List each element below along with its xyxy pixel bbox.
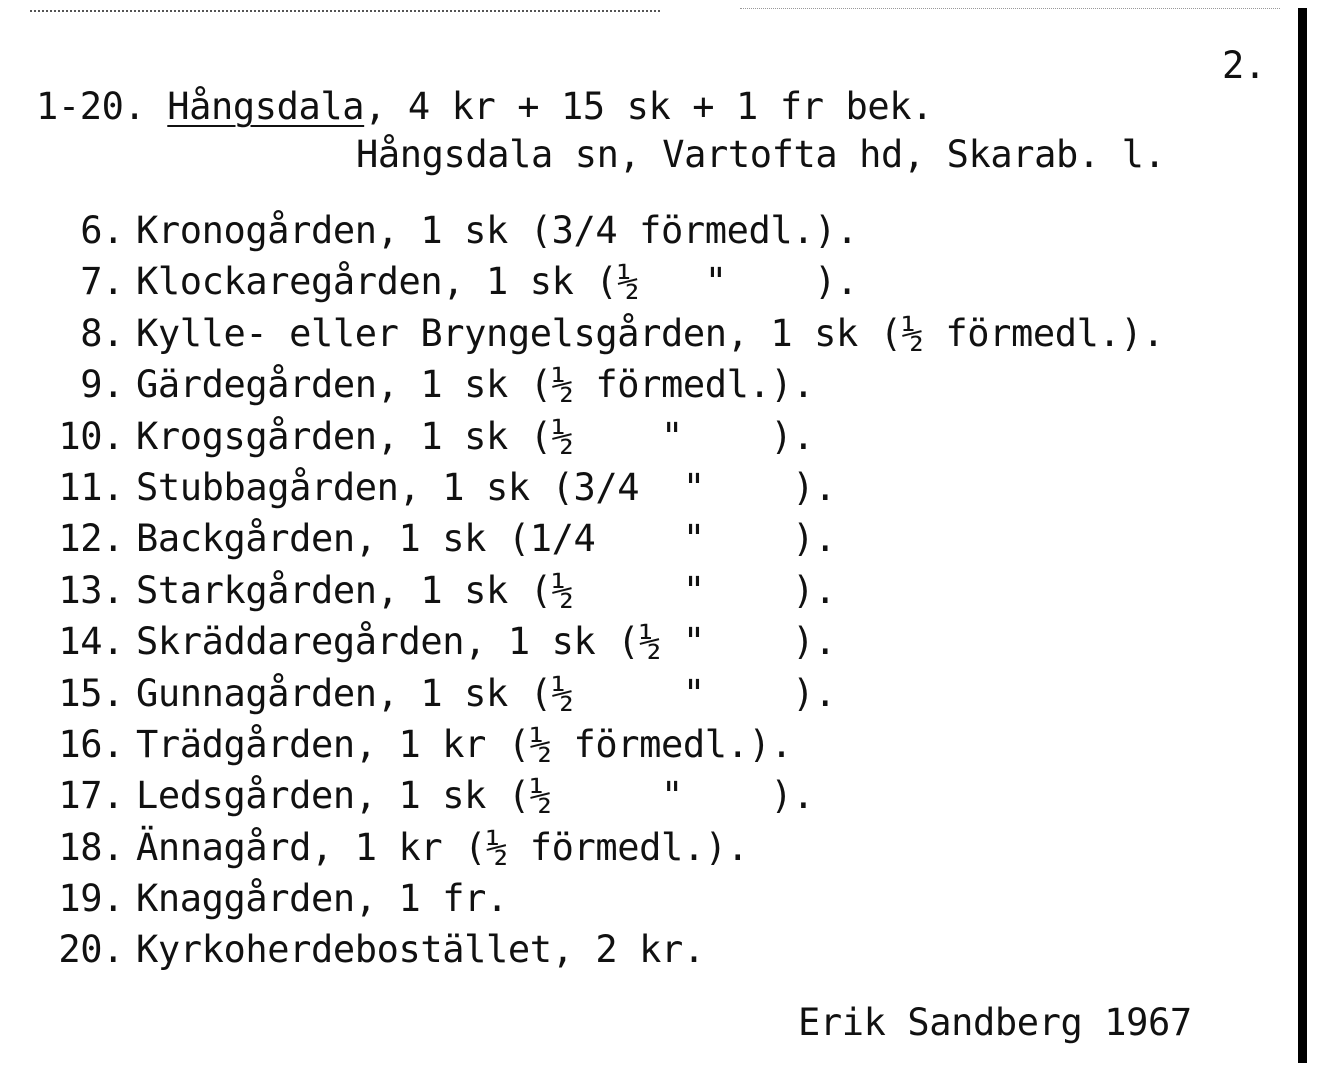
location-line: Hångsdala sn, Vartofta hd, Skarab. l. xyxy=(356,133,1166,176)
header-assessment: , 4 kr + 15 sk + 1 fr bek. xyxy=(364,85,933,128)
entry-text: Trädgården, 1 kr (½ förmedl.). xyxy=(136,722,793,766)
entry-text: Kyrkoherdebostället, 2 kr. xyxy=(136,928,705,972)
entry-text: Klockaregården, 1 sk (½ " ). xyxy=(136,260,858,304)
entry-number: 18. xyxy=(58,825,124,869)
list-item xyxy=(36,568,1164,623)
entry-text: Gunnagården, 1 sk (½ " ). xyxy=(136,671,837,715)
entry-number: 6. xyxy=(80,209,124,252)
entry-text: Ännagård, 1 kr (½ förmedl.). xyxy=(136,825,749,869)
entry-text: Starkgården, 1 sk (½ " ). xyxy=(136,568,837,612)
list-item xyxy=(36,928,1164,982)
entry-text: Gärdegården, 1 sk (½ förmedl.). xyxy=(136,363,815,407)
list-item xyxy=(36,465,1164,520)
entry-text: Ledsgården, 1 sk (½ " ). xyxy=(136,774,815,818)
top-faint-rule xyxy=(740,8,1280,9)
entry-number: 11. xyxy=(58,465,124,509)
entry-text: Stubbagården, 1 sk (3/4 " ). xyxy=(136,465,837,509)
card-right-edge xyxy=(1298,8,1307,1063)
list-item xyxy=(36,825,1164,880)
entry-number: 7. xyxy=(80,260,124,304)
entry-number: 17. xyxy=(58,774,124,818)
entry-text: Krogsgården, 1 sk (½ " ). xyxy=(136,414,815,458)
entry-text: Knaggården, 1 fr. xyxy=(136,877,508,921)
entry-number: 16. xyxy=(58,722,124,766)
list-item xyxy=(36,414,1164,469)
entry-text: Kronogården, 1 sk (3/4 förmedl.). xyxy=(136,209,858,252)
entry-number: 13. xyxy=(58,568,124,612)
list-item xyxy=(36,311,1165,366)
entry-number: 15. xyxy=(58,671,124,715)
entry-text: Backgården, 1 sk (1/4 " ). xyxy=(136,517,837,561)
page-number: 2. xyxy=(1222,44,1266,87)
list-item xyxy=(36,722,1164,777)
list-item xyxy=(36,363,1164,417)
header-range: 1-20. xyxy=(36,85,146,128)
header-line xyxy=(36,85,933,128)
list-item xyxy=(36,209,1164,263)
entry-number: 19. xyxy=(58,877,124,921)
list-item xyxy=(36,774,1164,828)
list-item xyxy=(36,517,1164,571)
list-item xyxy=(36,877,1164,931)
parish-name: Hångsdala xyxy=(167,85,365,128)
farm-list xyxy=(36,209,1165,983)
entry-text: Skräddaregården, 1 sk (½ " ). xyxy=(136,620,837,664)
list-item xyxy=(36,671,1164,726)
signature: Erik Sandberg 1967 xyxy=(798,1001,1192,1044)
entry-number: 9. xyxy=(80,363,124,407)
top-dotted-rule xyxy=(30,10,660,12)
entry-number: 12. xyxy=(58,517,124,561)
entry-number: 20. xyxy=(58,928,124,972)
entry-number: 10. xyxy=(58,414,124,458)
list-item xyxy=(36,260,1164,314)
entry-number: 8. xyxy=(80,311,124,355)
list-item xyxy=(36,620,1164,674)
entry-text: Kylle- eller Bryngelsgården, 1 sk (½ förmedl.). xyxy=(136,311,1165,355)
entry-number: 14. xyxy=(58,620,124,664)
